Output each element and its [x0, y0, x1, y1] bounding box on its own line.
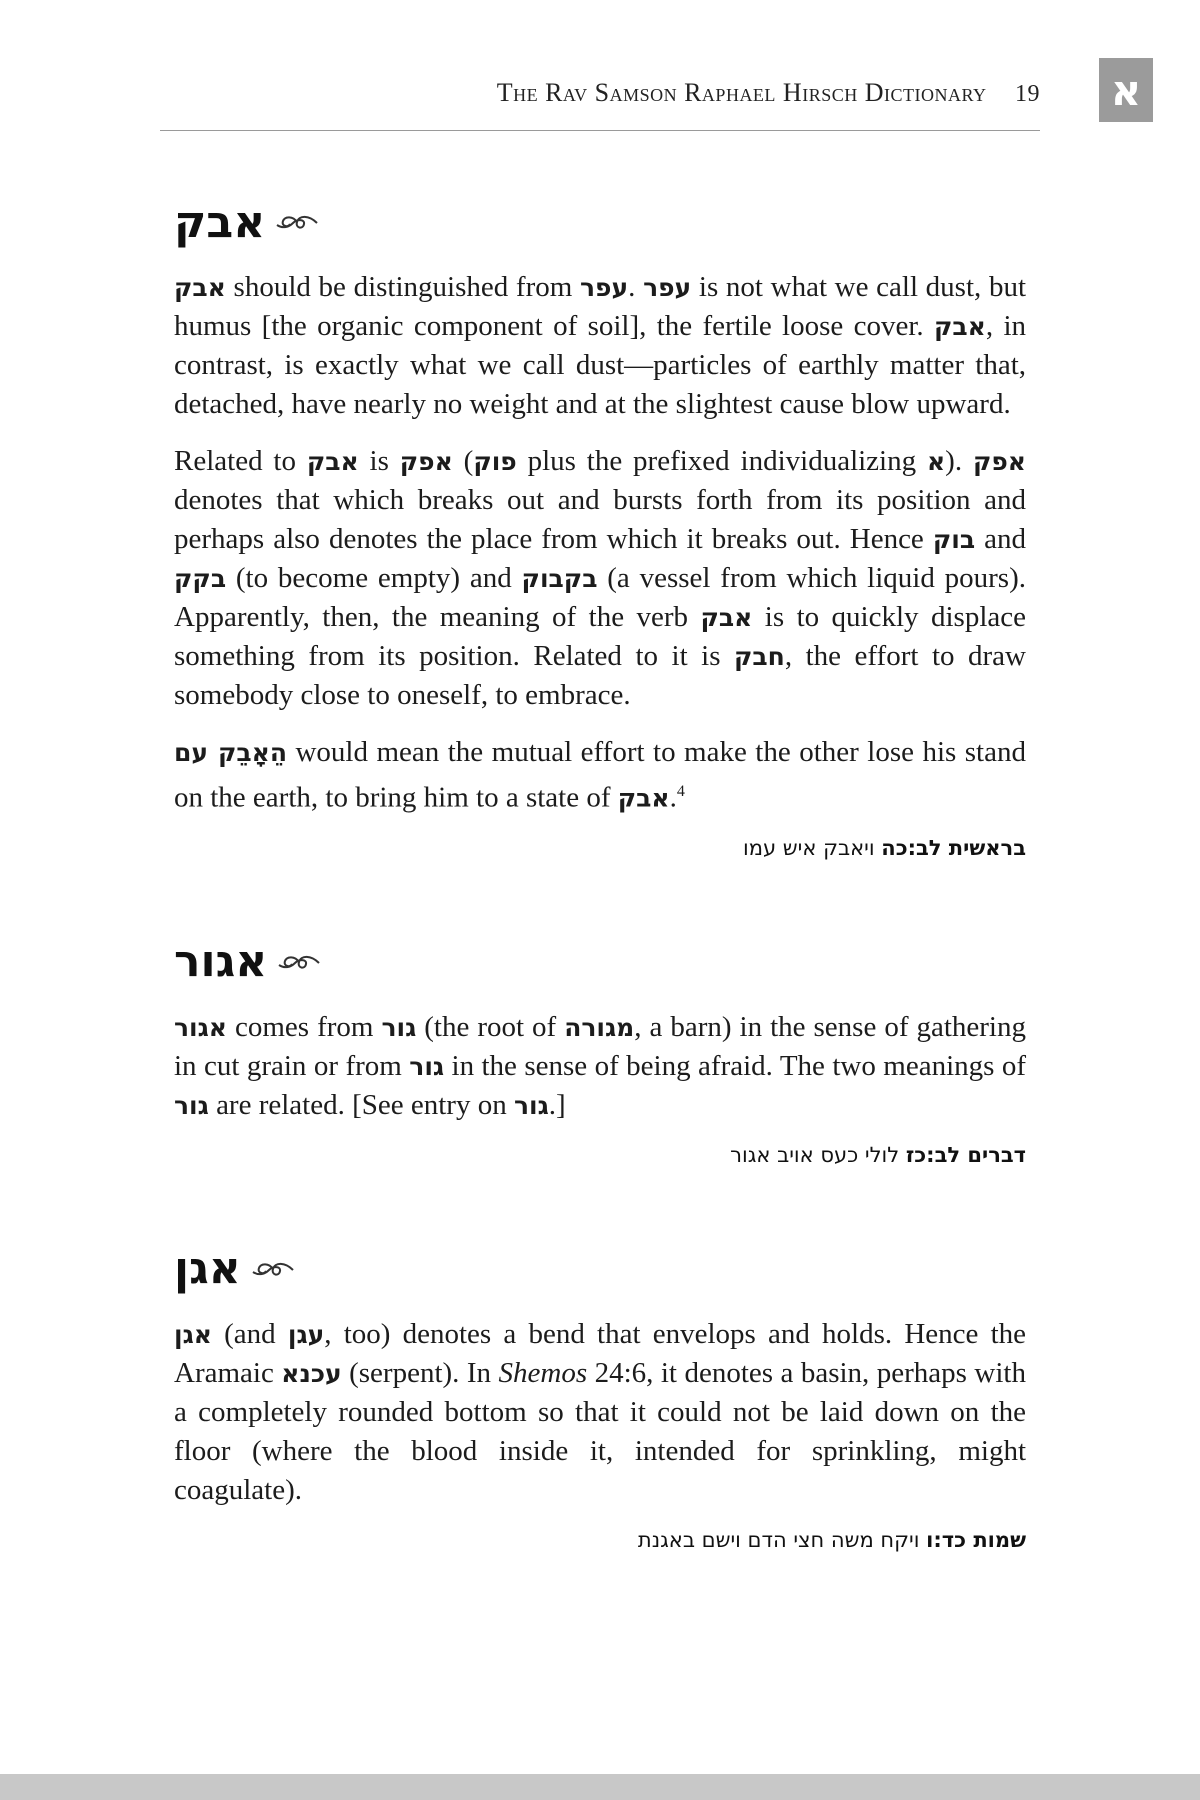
- entry-headword: אגור: [174, 936, 268, 988]
- hebrew-term: אבק: [617, 783, 670, 813]
- paragraph-text: 24:6, it denotes a basin, perhaps with a completely rounded bottom so that it could not be laid down on the floor (where the blood inside it, intended for sprinkling, might coagulate).: [174, 1356, 1026, 1506]
- hebrew-term: א: [926, 447, 946, 476]
- running-header: [160, 78, 1040, 108]
- hebrew-term: בקבוק: [521, 564, 598, 593]
- hebrew-term: בוק: [932, 525, 976, 554]
- hebrew-term: אבק: [306, 447, 359, 476]
- hebrew-term: גור: [513, 1090, 549, 1120]
- source-reference: שמות כד:ו: [926, 1527, 1026, 1552]
- footer-bar: [0, 1774, 1200, 1800]
- entry-body: [174, 1008, 1026, 1125]
- paragraph-text: and: [975, 523, 1026, 555]
- entry-paragraph: [174, 268, 1026, 424]
- paragraph-text: would mean the mutual effort to make the other lose his stand on the earth, to bring him to a state of: [174, 736, 1026, 814]
- hebrew-term: מגורה: [564, 1012, 635, 1042]
- entry-headword-row: [174, 930, 1026, 994]
- paragraph-text: Related to: [174, 445, 307, 477]
- hebrew-term: עגן: [287, 1319, 325, 1349]
- paragraph-text: , a barn) in the sense of gathering in cut grain or from: [174, 1010, 1026, 1082]
- dictionary-entry: [174, 190, 1026, 860]
- paragraph-text: , the effort to draw somebody close to oneself, to embrace.: [174, 640, 1026, 711]
- hebrew-term: עפר: [643, 273, 692, 302]
- hebrew-term: אגור: [174, 1012, 228, 1042]
- paragraph-text: , too) denotes a bend that envelops and holds. Hence the Aramaic: [174, 1317, 1026, 1389]
- paragraph-text: should be distinguished from: [225, 271, 580, 303]
- hebrew-term: אבק: [174, 273, 226, 302]
- dictionary-content: [174, 190, 1026, 1622]
- paragraph-text: (serpent). In: [341, 1356, 499, 1389]
- letter-tab: [1099, 58, 1153, 122]
- italic-text: Shemos: [498, 1356, 588, 1389]
- paragraph-text: (and: [211, 1317, 288, 1350]
- entry-paragraph: [174, 1008, 1026, 1125]
- hebrew-term: גור: [409, 1051, 445, 1081]
- hebrew-term: אבק: [700, 603, 753, 632]
- paragraph-text: is to quickly displace something from its position. Related to it is: [174, 601, 1026, 672]
- paragraph-text: is not what we call dust, but humus [the organic component of soil], the fertile loose cover.: [174, 271, 1027, 342]
- hebrew-term: גור: [381, 1012, 417, 1042]
- entry-paragraph: [174, 442, 1026, 715]
- hebrew-term: פוק: [473, 447, 517, 476]
- paragraph-text: .]: [548, 1088, 566, 1121]
- paragraph-text: in the sense of being afraid. The two meanings of: [444, 1049, 1026, 1082]
- entry-source: [174, 1528, 1026, 1552]
- paragraph-text: are related. [See entry on: [208, 1088, 514, 1121]
- source-reference: דברים לב:כז: [905, 1142, 1026, 1167]
- letter-tab-label: א: [1110, 65, 1142, 115]
- dictionary-entry: [174, 1237, 1026, 1552]
- entry-source: [174, 1143, 1026, 1167]
- hebrew-term: אפק: [399, 447, 453, 476]
- entry-source: [174, 836, 1026, 860]
- hebrew-term: אבק: [934, 312, 986, 341]
- paragraph-text: plus the prefixed individualizing: [516, 445, 927, 477]
- page-number: 19: [1015, 81, 1040, 107]
- paragraph-text: is: [358, 445, 400, 477]
- hebrew-term: הֵאָבֵק עם: [174, 738, 288, 767]
- entry-paragraph: [174, 733, 1026, 818]
- source-quote: ויקח משה חצי הדם וישם באגנת: [637, 1527, 920, 1552]
- paragraph-text: (to become empty) and: [226, 562, 522, 594]
- source-reference: בראשית לב:כה: [881, 835, 1026, 860]
- entry-headword-row: [174, 190, 1026, 254]
- footnote-marker: 4: [676, 783, 685, 800]
- paragraph-text: denotes that which breaks out and bursts forth from its position and perhaps also denotes the place from which it breaks out. Hence: [174, 484, 1026, 555]
- header-rule: [160, 130, 1040, 131]
- paragraph-text: ).: [945, 445, 973, 477]
- hebrew-term: אפק: [972, 447, 1026, 476]
- entry-body: [174, 268, 1026, 818]
- curl-ornament-icon: [251, 1258, 295, 1280]
- paragraph-text: , in contrast, is exactly what we call dust—particles of earthly matter that, detached, have nearly no weight and at the slightest cause blow upward.: [174, 310, 1027, 420]
- source-quote: ויאבק איש עמו: [742, 835, 875, 860]
- book-title: The Rav Samson Raphael Hirsch Dictionary: [496, 78, 987, 107]
- hebrew-term: עפר: [579, 273, 629, 302]
- hebrew-term: חבק: [734, 642, 785, 671]
- paragraph-text: (: [452, 445, 474, 477]
- hebrew-term: בקק: [174, 564, 227, 593]
- paragraph-text: comes from: [227, 1010, 382, 1043]
- source-quote: לולי כעס אויב אגור: [730, 1142, 900, 1167]
- curl-ornament-icon: [275, 211, 319, 233]
- hebrew-term: גור: [174, 1090, 209, 1120]
- entry-headword: אגן: [174, 1243, 241, 1295]
- paragraph-text: .: [628, 271, 644, 303]
- entry-headword: אבק: [174, 196, 266, 248]
- entry-body: [174, 1315, 1026, 1510]
- entry-headword-row: [174, 1237, 1026, 1301]
- paragraph-text: .: [669, 781, 677, 814]
- curl-ornament-icon: [277, 951, 321, 973]
- paragraph-text: (a vessel from which liquid pours). Apparently, then, the meaning of the verb: [174, 562, 1026, 633]
- dictionary-entry: [174, 930, 1026, 1167]
- hebrew-term: אגן: [174, 1319, 212, 1349]
- entry-paragraph: [174, 1315, 1026, 1510]
- hebrew-term: עכנא: [281, 1358, 342, 1388]
- paragraph-text: (the root of: [416, 1010, 565, 1043]
